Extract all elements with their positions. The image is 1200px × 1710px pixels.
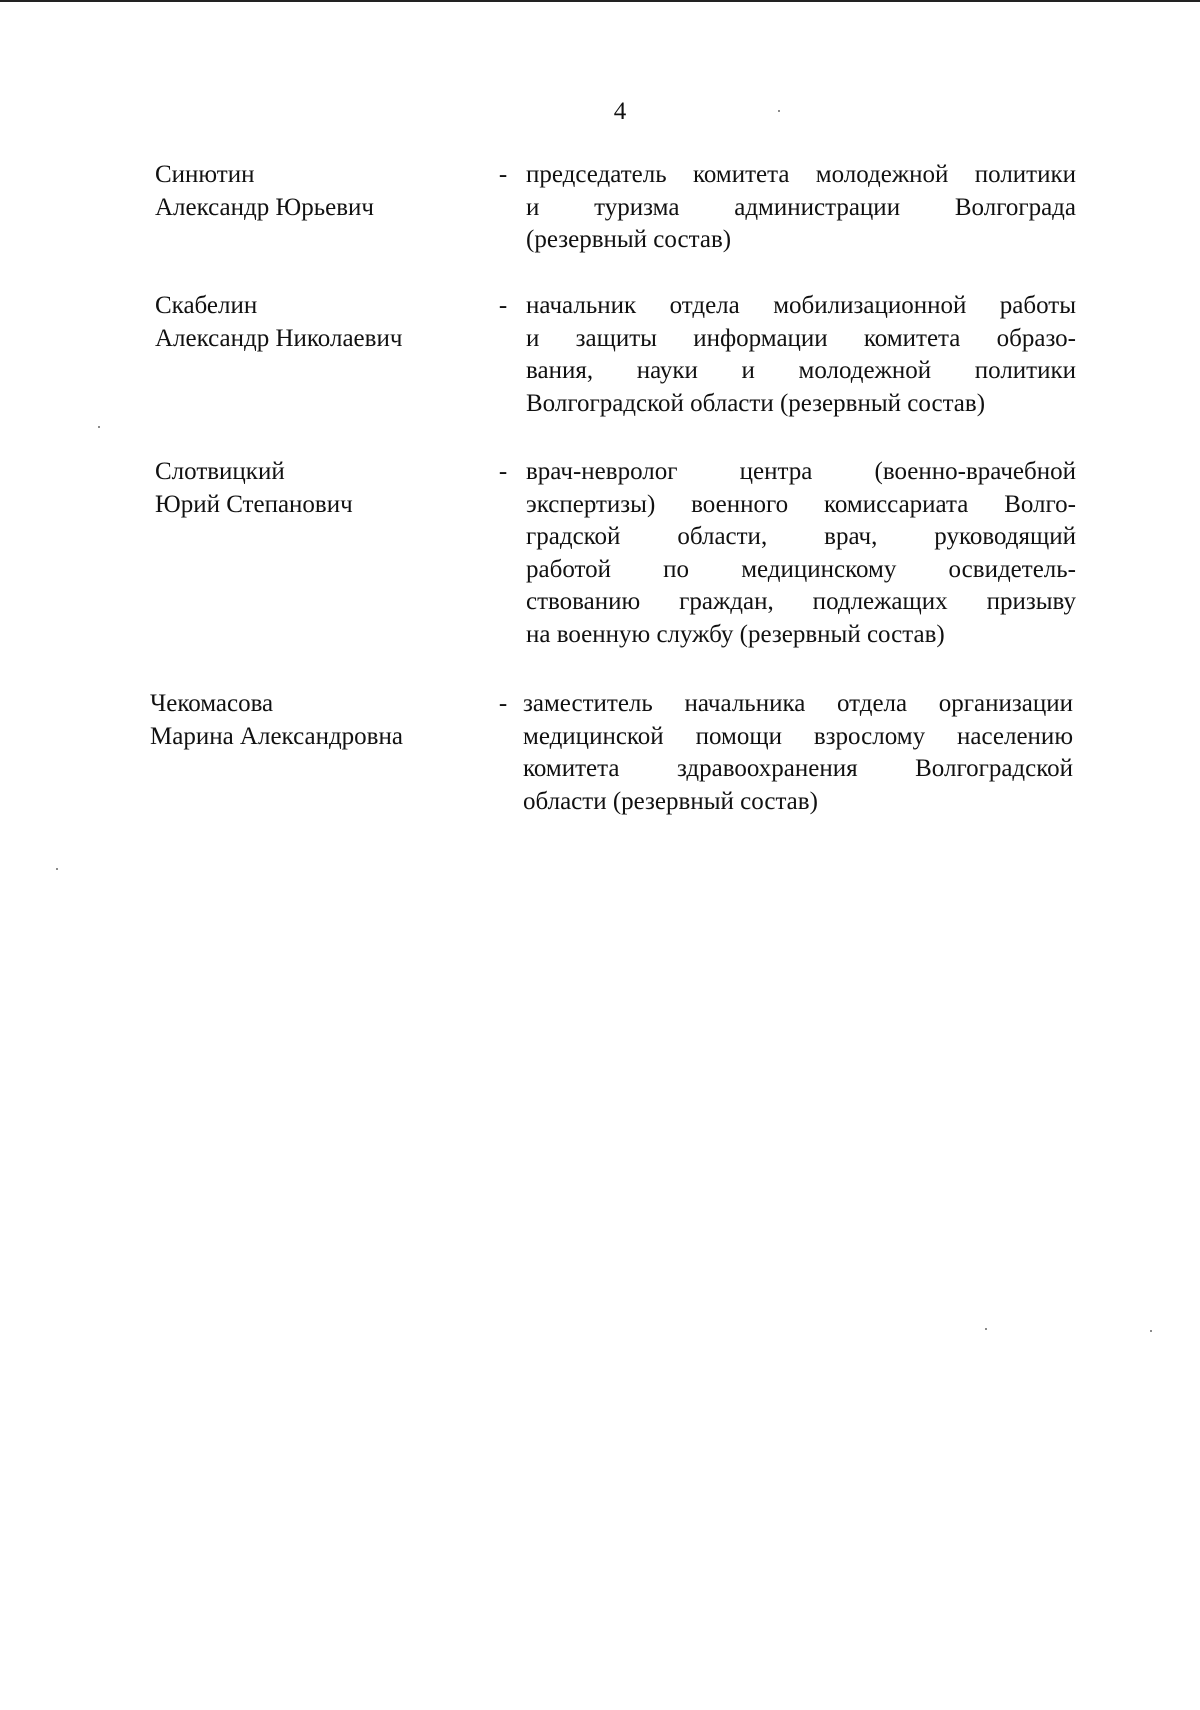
scan-speck [985,1328,987,1330]
member-given-names: Александр Юрьевич [155,193,374,221]
page-number: 4 [613,98,627,125]
member-given-names: Марина Александровна [150,722,403,750]
role-line: экспертизы) военного комиссариата Волго- [526,490,1076,518]
role-line: области (резервный состав) [523,787,818,815]
member-given-names: Александр Николаевич [155,324,403,352]
role-line: медицинской помощи взрослому населению [523,722,1073,750]
role-line: на военную службу (резервный состав) [526,620,945,648]
member-name [150,688,470,753]
member-role [523,688,1073,818]
member-role [526,159,1076,257]
role-line: врач-невролог центра (военно-врачебной [526,458,1076,485]
role-line: заместитель начальника отдела организации [523,690,1073,717]
member-role [526,290,1076,420]
member-surname: Синютин [155,161,255,188]
role-line: (резервный состав) [526,226,732,253]
member-name [155,456,475,521]
member-name [155,159,475,224]
role-line: Волгоградской области (резервный состав) [526,389,986,417]
role-line: и туризма администрации Волгограда [526,193,1076,221]
entry-dash: - [498,161,508,188]
member-name [155,290,475,355]
role-line: работой по медицинскому освидетель- [526,555,1076,583]
role-line: ствованию граждан, подлежащих призыву [526,588,1076,615]
role-line: и защиты информации комитета образо- [526,324,1076,352]
role-line: градской области, врач, руководящий [526,523,1076,550]
role-line: комитета здравоохранения Волгоградской [523,755,1073,782]
scan-top-edge [0,0,1200,2]
scan-speck [778,110,780,112]
role-line: председатель комитета молодежной политики [526,161,1076,188]
entry-dash: - [498,458,508,485]
role-line: вания, науки и молодежной политики [526,357,1076,384]
scan-speck [1150,1330,1152,1332]
entry-dash: - [498,690,508,717]
member-surname: Чекомасова [150,690,274,717]
role-line: начальник отдела мобилизационной работы [526,292,1076,319]
member-role [526,456,1076,651]
entry-dash: - [498,292,508,319]
member-given-names: Юрий Степанович [155,490,353,518]
scan-speck [56,868,58,870]
member-surname: Скабелин [155,292,258,319]
member-surname: Слотвицкий [155,458,285,485]
scan-speck [98,426,100,428]
